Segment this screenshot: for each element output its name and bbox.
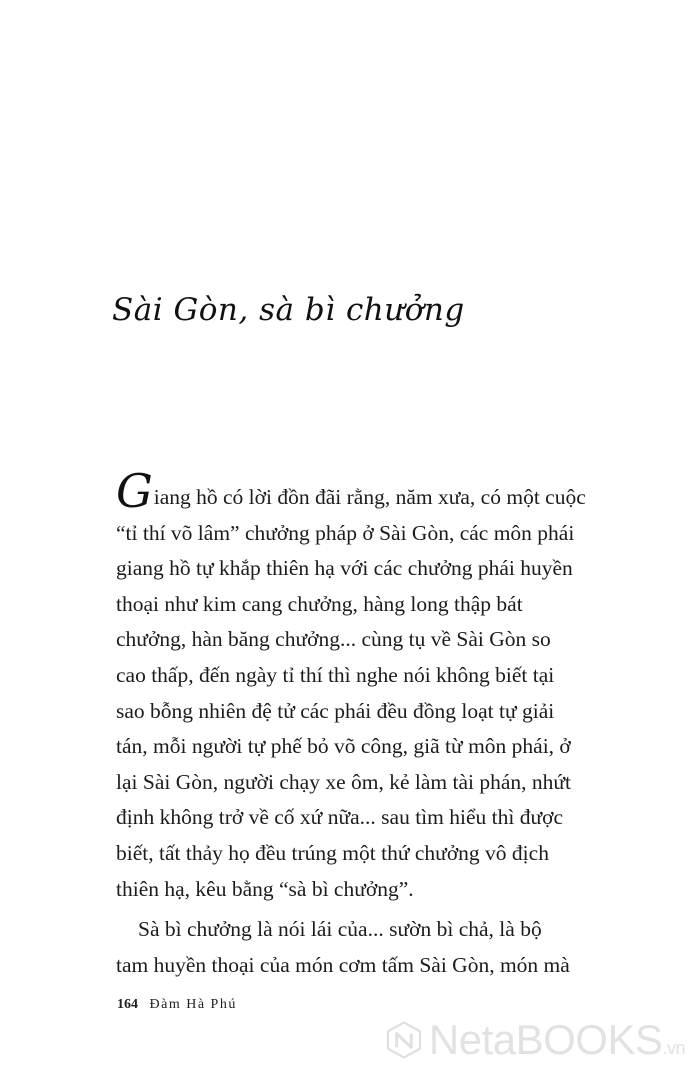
text-line: lại Sài Gòn, người chạy xe ôm, kẻ làm tài phán, nhứt [116,769,572,794]
paragraph [116,912,616,983]
page-footer [117,997,237,1013]
watermark-brand [429,1016,685,1064]
text-line: tán, mỗi người tự phế bỏ võ công, giã từ môn phái, ở [116,734,571,759]
text-line [116,464,616,518]
netabooks-logo-icon [385,1014,423,1066]
text-line: “tỉ thí võ lâm” chưởng pháp ở Sài Gòn, các môn phái [116,520,575,545]
text-line: thiên hạ, kêu bằng “sà bì chưởng”. [116,876,414,901]
author-name: Đàm Hà Phú [149,997,237,1012]
text-line: chưởng, hàn băng chưởng... cùng tụ về Sài Gòn so [116,627,551,652]
page-number: 164 [117,997,138,1012]
text-line: giang hồ tự khắp thiên hạ với các chưởng phái huyền [116,556,573,581]
text-line: sao bỗng nhiên đệ tử các phái đều đồng loạt tự giải [116,698,555,723]
watermark-suffix: .vn [662,1038,685,1058]
watermark [385,1010,685,1070]
text-line: cao thấp, đến ngày tỉ thí thì nghe nói không biết tại [116,662,555,687]
text-line: Sà bì chưởng là nói lái của... sườn bì chả, là bộ [138,917,542,942]
watermark-brand-text: NetaBOOKS [428,1016,663,1063]
text-line: thoại như kim cang chưởng, hàng long thập bát [116,591,523,616]
text-line: định không trở về cố xứ nữa... sau tìm hiểu thì được [116,805,564,830]
text-line: tam huyền thoại của món cơm tấm Sài Gòn, món mà [116,952,570,977]
text-line-content: iang hồ có lời đồn đãi rằng, năm xưa, có một cuộc [153,485,586,509]
chapter-title: Sài Gòn, sà bì chưởng [112,292,465,328]
text-line: biết, tất thảy họ đều trúng một thứ chưởng vô địch [116,840,549,865]
chapter-body [116,464,616,983]
drop-cap: G [116,464,153,518]
paragraph [116,464,616,907]
